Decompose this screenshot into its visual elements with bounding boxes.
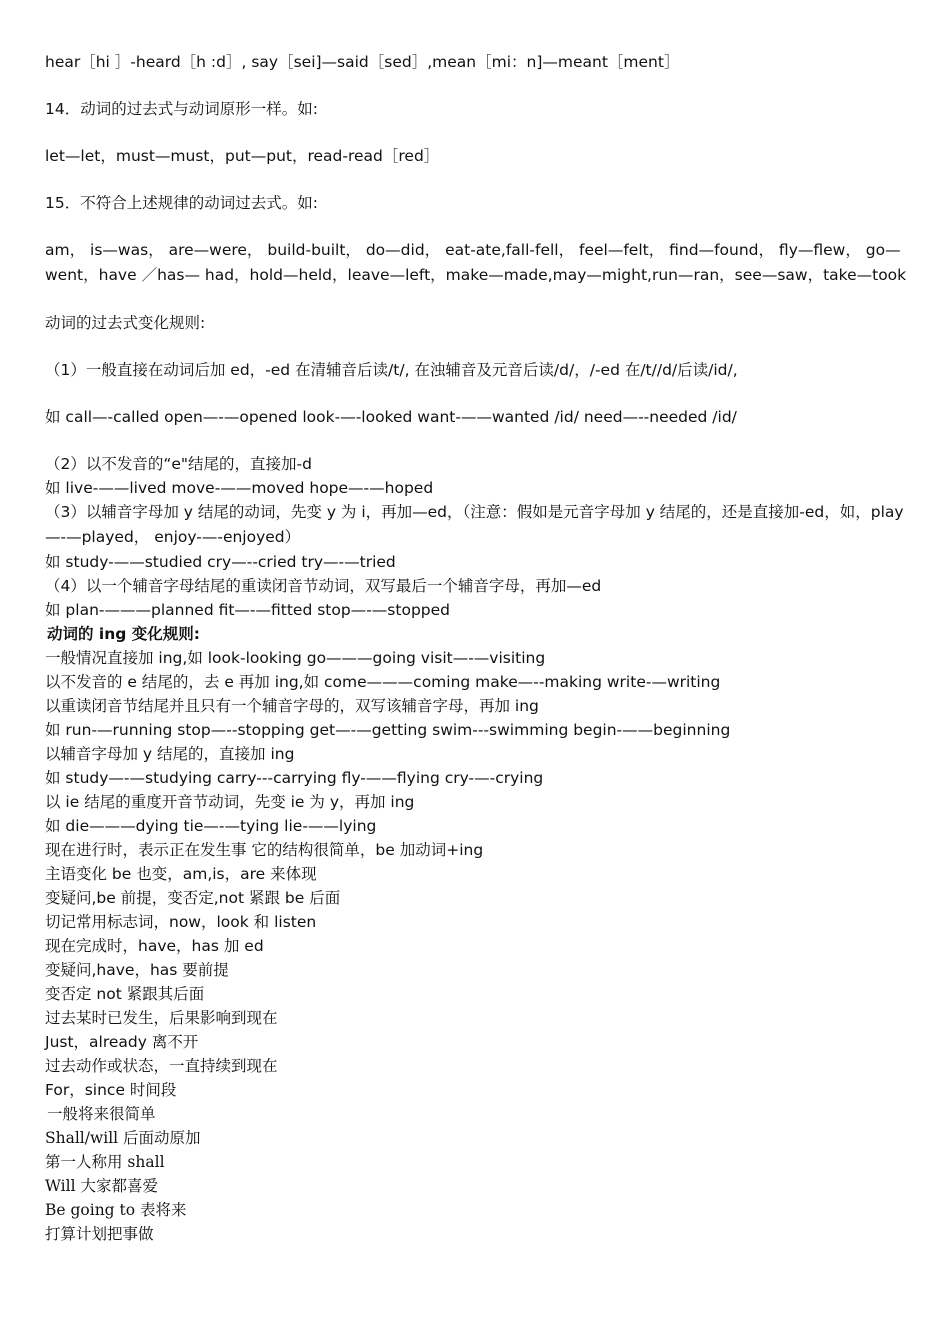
perfect-line-4: 过去某时已发生，后果影响到现在	[45, 1009, 278, 1027]
perfect-line-1: 现在完成时，have，has 加 ed	[45, 937, 264, 955]
future-line-3: 第一人称用 shall	[45, 1153, 165, 1171]
past-tense-rules-heading: 动词的过去式变化规则:	[45, 314, 206, 332]
rule-15-examples: am， is—was， are—were， build-built， do—did， eat-ate,fall-fell， feel—felt， find—found， fly—flew， go—went，have ／has— had，hold—held，leave—left，make—made,may—might,run—ran，see—saw，take—took	[45, 241, 907, 284]
ing-rule-1: 一般情况直接加 ing,如 look-looking go———going visit—-—visiting	[45, 649, 546, 667]
perfect-line-3: 变否定 not 紧跟其后面	[45, 985, 205, 1003]
rule-14-examples: let—let，must—must，put—put，read-read［red］	[45, 147, 440, 165]
future-line-2: Shall/will 后面动原加	[45, 1129, 201, 1147]
future-line-6: 打算计划把事做	[45, 1225, 154, 1243]
ing-rules-heading: 动词的 ing 变化规则:	[47, 625, 200, 643]
past-rule-1-examples: 如 call—-called open—-—opened look-—-looked want-——wanted /id/ need—--needed /id/	[45, 408, 737, 426]
ing-rule-2: 以不发音的 e 结尾的，去 e 再加 ing,如 come———coming make—--making write-—writing	[45, 673, 721, 691]
progressive-line-2: 主语变化 be 也变，am,is，are 来体现	[45, 865, 317, 883]
perfect-line-5: Just，already 离不开	[45, 1033, 199, 1051]
rule-14-heading: 14．动词的过去式与动词原形一样。如:	[45, 100, 318, 118]
perfect-line-6: 过去动作或状态，一直持续到现在	[45, 1057, 278, 1075]
past-rule-3: （3）以辅音字母加 y 结尾的动词，先变 y 为 i，再加—ed，（注意：假如是元音字母加 y 结尾的，还是直接加-ed，如，play—-—played， enjoy-—-enjoyed）	[45, 503, 904, 546]
ing-rule-4: 以辅音字母加 y 结尾的，直接加 ing	[45, 745, 295, 763]
past-rule-4-examples: 如 plan-———planned fit—-—fitted stop—-—stopped	[45, 601, 450, 619]
perfect-line-2: 变疑问,have，has 要前提	[45, 961, 229, 979]
future-line-5: Be going to 表将来	[45, 1201, 187, 1219]
progressive-line-4: 切记常用标志词，now，look 和 listen	[45, 913, 317, 931]
past-rule-2: （2）以不发音的“e"结尾的，直接加-d	[45, 455, 312, 473]
past-rule-2-examples: 如 live-——lived move-——moved hope—-—hoped	[45, 479, 434, 497]
document-page	[45, 50, 915, 1246]
ing-rule-5-examples: 如 die———dying tie—-—tying lie-——lying	[45, 817, 377, 835]
ing-rule-4-examples: 如 study—-—studying carry---carrying fly-——flying cry-—-crying	[45, 769, 544, 787]
past-rule-1: （1）一般直接在动词后加 ed，-ed 在清辅音后读/t/, 在浊辅音及元音后读/d/，/-ed 在/t//d/后读/id/,	[45, 361, 738, 379]
ing-rule-5: 以 ie 结尾的重度开音节动词，先变 ie 为 y，再加 ing	[45, 793, 415, 811]
perfect-line-7: For，since 时间段	[45, 1081, 177, 1099]
future-line-4: Will 大家都喜爱	[45, 1177, 158, 1195]
ing-rule-3: 以重读闭音节结尾并且只有一个辅音字母的，双写该辅音字母，再加 ing	[45, 697, 539, 715]
pronunciation-line: hear［hi ］-heard［h :d］, say［sei]—said［sed］,mean［mi：n]—meant［ment］	[45, 53, 680, 71]
progressive-line-1: 现在进行时，表示正在发生事 它的结构很简单，be 加动词+ing	[45, 841, 484, 859]
ing-rule-3-examples: 如 run-—running stop—--stopping get—-—getting swim---swimming begin-——beginning	[45, 721, 731, 739]
progressive-line-3: 变疑问,be 前提，变否定,not 紧跟 be 后面	[45, 889, 341, 907]
past-rule-4: （4）以一个辅音字母结尾的重读闭音节动词，双写最后一个辅音字母，再加—ed	[45, 577, 602, 595]
past-rule-3-examples: 如 study-——studied cry—--cried try—-—tried	[45, 553, 396, 571]
future-line-1: 一般将来很简单	[47, 1105, 156, 1123]
rule-15-heading: 15．不符合上述规律的动词过去式。如:	[45, 194, 318, 212]
